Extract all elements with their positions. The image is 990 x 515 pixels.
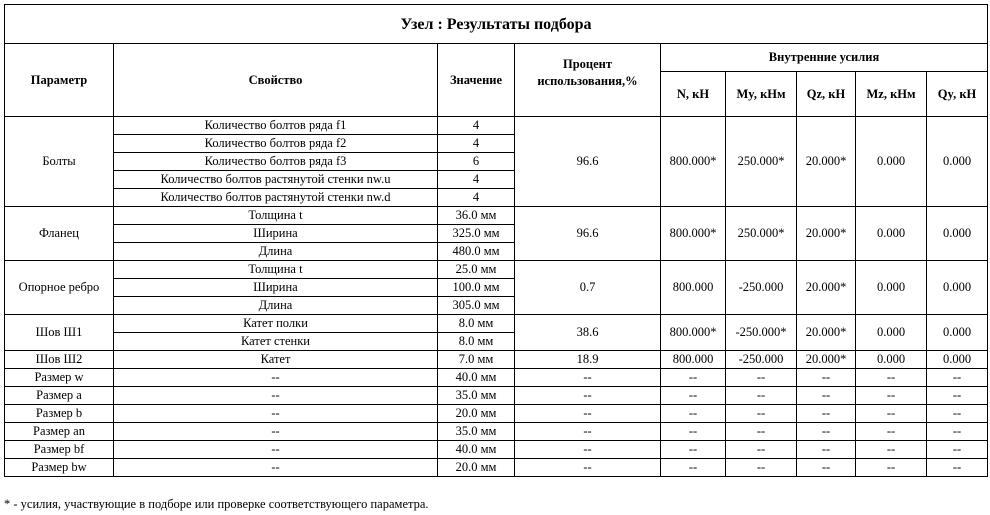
force-n-cell: 800.000* [661, 117, 726, 207]
value-cell: 7.0 мм [438, 351, 515, 369]
parameter-cell: Размер bw [5, 459, 114, 477]
value-cell: 4 [438, 135, 515, 153]
value-cell: 4 [438, 189, 515, 207]
force-mz-cell: -- [856, 369, 927, 387]
property-cell: Катет стенки [114, 333, 438, 351]
force-qy-cell: -- [927, 423, 988, 441]
property-cell: Количество болтов ряда f3 [114, 153, 438, 171]
force-n-cell: -- [661, 441, 726, 459]
table-row [5, 261, 988, 279]
force-qy-cell: -- [927, 387, 988, 405]
percent-cell: -- [515, 459, 661, 477]
force-mz-cell: 0.000 [856, 207, 927, 261]
force-qz-cell: -- [797, 441, 856, 459]
force-n-cell: 800.000* [661, 315, 726, 351]
parameter-cell: Шов Ш2 [5, 351, 114, 369]
force-qz-cell: -- [797, 369, 856, 387]
results-table [4, 4, 988, 477]
force-mz-cell: -- [856, 441, 927, 459]
parameter-cell: Болты [5, 117, 114, 207]
parameter-cell: Фланец [5, 207, 114, 261]
parameter-cell: Опорное ребро [5, 261, 114, 315]
force-qz-cell: -- [797, 387, 856, 405]
header-percent-line2: использования,% [537, 74, 638, 88]
table-title: Узел : Результаты подбора [5, 5, 988, 44]
value-cell: 4 [438, 171, 515, 189]
header-parameter: Параметр [5, 44, 114, 117]
table-row [5, 459, 988, 477]
value-cell: 35.0 мм [438, 387, 515, 405]
table-row [5, 315, 988, 333]
header-force-mz: Mz, кНм [856, 72, 927, 117]
force-qy-cell: -- [927, 405, 988, 423]
property-cell: Катет [114, 351, 438, 369]
table-row [5, 369, 988, 387]
force-mz-cell: -- [856, 459, 927, 477]
force-my-cell: -250.000* [726, 315, 797, 351]
percent-cell: 18.9 [515, 351, 661, 369]
force-n-cell: -- [661, 423, 726, 441]
force-qz-cell: 20.000* [797, 351, 856, 369]
header-force-my: My, кНм [726, 72, 797, 117]
value-cell: 8.0 мм [438, 333, 515, 351]
percent-cell: 96.6 [515, 117, 661, 207]
force-mz-cell: -- [856, 387, 927, 405]
force-qz-cell: 20.000* [797, 117, 856, 207]
force-n-cell: -- [661, 459, 726, 477]
value-cell: 40.0 мм [438, 369, 515, 387]
percent-cell: -- [515, 405, 661, 423]
force-n-cell: -- [661, 405, 726, 423]
force-qz-cell: 20.000* [797, 315, 856, 351]
force-qy-cell: 0.000 [927, 351, 988, 369]
value-cell: 20.0 мм [438, 405, 515, 423]
property-cell: Толщина t [114, 207, 438, 225]
parameter-cell: Размер an [5, 423, 114, 441]
force-qz-cell: 20.000* [797, 207, 856, 261]
force-my-cell: -- [726, 441, 797, 459]
property-cell: Количество болтов ряда f1 [114, 117, 438, 135]
property-cell: Длина [114, 243, 438, 261]
property-cell: -- [114, 405, 438, 423]
value-cell: 36.0 мм [438, 207, 515, 225]
header-property: Свойство [114, 44, 438, 117]
value-cell: 305.0 мм [438, 297, 515, 315]
table-row [5, 207, 988, 225]
parameter-cell: Размер a [5, 387, 114, 405]
force-qy-cell: -- [927, 369, 988, 387]
table-row [5, 117, 988, 135]
table-row [5, 405, 988, 423]
value-cell: 25.0 мм [438, 261, 515, 279]
value-cell: 35.0 мм [438, 423, 515, 441]
percent-cell: 96.6 [515, 207, 661, 261]
parameter-cell: Размер bf [5, 441, 114, 459]
header-force-qz: Qz, кН [797, 72, 856, 117]
value-cell: 8.0 мм [438, 315, 515, 333]
force-qy-cell: 0.000 [927, 315, 988, 351]
force-my-cell: -250.000 [726, 261, 797, 315]
force-qy-cell: -- [927, 459, 988, 477]
force-qz-cell: -- [797, 423, 856, 441]
table-row [5, 351, 988, 369]
parameter-cell: Размер w [5, 369, 114, 387]
force-my-cell: -- [726, 423, 797, 441]
force-n-cell: -- [661, 369, 726, 387]
percent-cell: -- [515, 369, 661, 387]
value-cell: 6 [438, 153, 515, 171]
header-percent-line1: Процент [562, 57, 613, 71]
header-percent [515, 44, 661, 117]
percent-cell: 38.6 [515, 315, 661, 351]
force-qy-cell: 0.000 [927, 261, 988, 315]
force-mz-cell: 0.000 [856, 351, 927, 369]
property-cell: Толщина t [114, 261, 438, 279]
value-cell: 4 [438, 117, 515, 135]
property-cell: -- [114, 423, 438, 441]
force-my-cell: 250.000* [726, 207, 797, 261]
property-cell: Количество болтов ряда f2 [114, 135, 438, 153]
header-internal-forces: Внутренние усилия [661, 44, 988, 72]
value-cell: 480.0 мм [438, 243, 515, 261]
force-my-cell: -250.000 [726, 351, 797, 369]
force-qz-cell: 20.000* [797, 261, 856, 315]
percent-cell: 0.7 [515, 261, 661, 315]
force-qy-cell: 0.000 [927, 117, 988, 207]
force-n-cell: 800.000 [661, 351, 726, 369]
value-cell: 40.0 мм [438, 441, 515, 459]
force-qy-cell: 0.000 [927, 207, 988, 261]
property-cell: -- [114, 441, 438, 459]
force-mz-cell: -- [856, 405, 927, 423]
footnote: * - усилия, участвующие в подборе или проверке соответствующего параметра. [4, 497, 429, 511]
percent-cell: -- [515, 423, 661, 441]
parameter-cell: Шов Ш1 [5, 315, 114, 351]
property-cell: Катет полки [114, 315, 438, 333]
force-mz-cell: 0.000 [856, 261, 927, 315]
force-mz-cell: 0.000 [856, 117, 927, 207]
force-n-cell: -- [661, 387, 726, 405]
property-cell: Ширина [114, 279, 438, 297]
force-my-cell: -- [726, 459, 797, 477]
header-value: Значение [438, 44, 515, 117]
force-qz-cell: -- [797, 405, 856, 423]
header-force-qy: Qy, кН [927, 72, 988, 117]
percent-cell: -- [515, 387, 661, 405]
table-row [5, 387, 988, 405]
header-force-n: N, кН [661, 72, 726, 117]
property-cell: Длина [114, 297, 438, 315]
value-cell: 20.0 мм [438, 459, 515, 477]
property-cell: -- [114, 459, 438, 477]
table-body [5, 117, 988, 477]
value-cell: 100.0 мм [438, 279, 515, 297]
property-cell: Количество болтов растянутой стенки nw.d [114, 189, 438, 207]
force-my-cell: 250.000* [726, 117, 797, 207]
percent-cell: -- [515, 441, 661, 459]
force-qy-cell: -- [927, 441, 988, 459]
value-cell: 325.0 мм [438, 225, 515, 243]
property-cell: Ширина [114, 225, 438, 243]
force-my-cell: -- [726, 387, 797, 405]
force-n-cell: 800.000* [661, 207, 726, 261]
force-mz-cell: -- [856, 423, 927, 441]
table-row [5, 441, 988, 459]
force-my-cell: -- [726, 405, 797, 423]
property-cell: -- [114, 369, 438, 387]
parameter-cell: Размер b [5, 405, 114, 423]
table-row [5, 423, 988, 441]
force-n-cell: 800.000 [661, 261, 726, 315]
force-qz-cell: -- [797, 459, 856, 477]
force-my-cell: -- [726, 369, 797, 387]
property-cell: -- [114, 387, 438, 405]
force-mz-cell: 0.000 [856, 315, 927, 351]
property-cell: Количество болтов растянутой стенки nw.u [114, 171, 438, 189]
